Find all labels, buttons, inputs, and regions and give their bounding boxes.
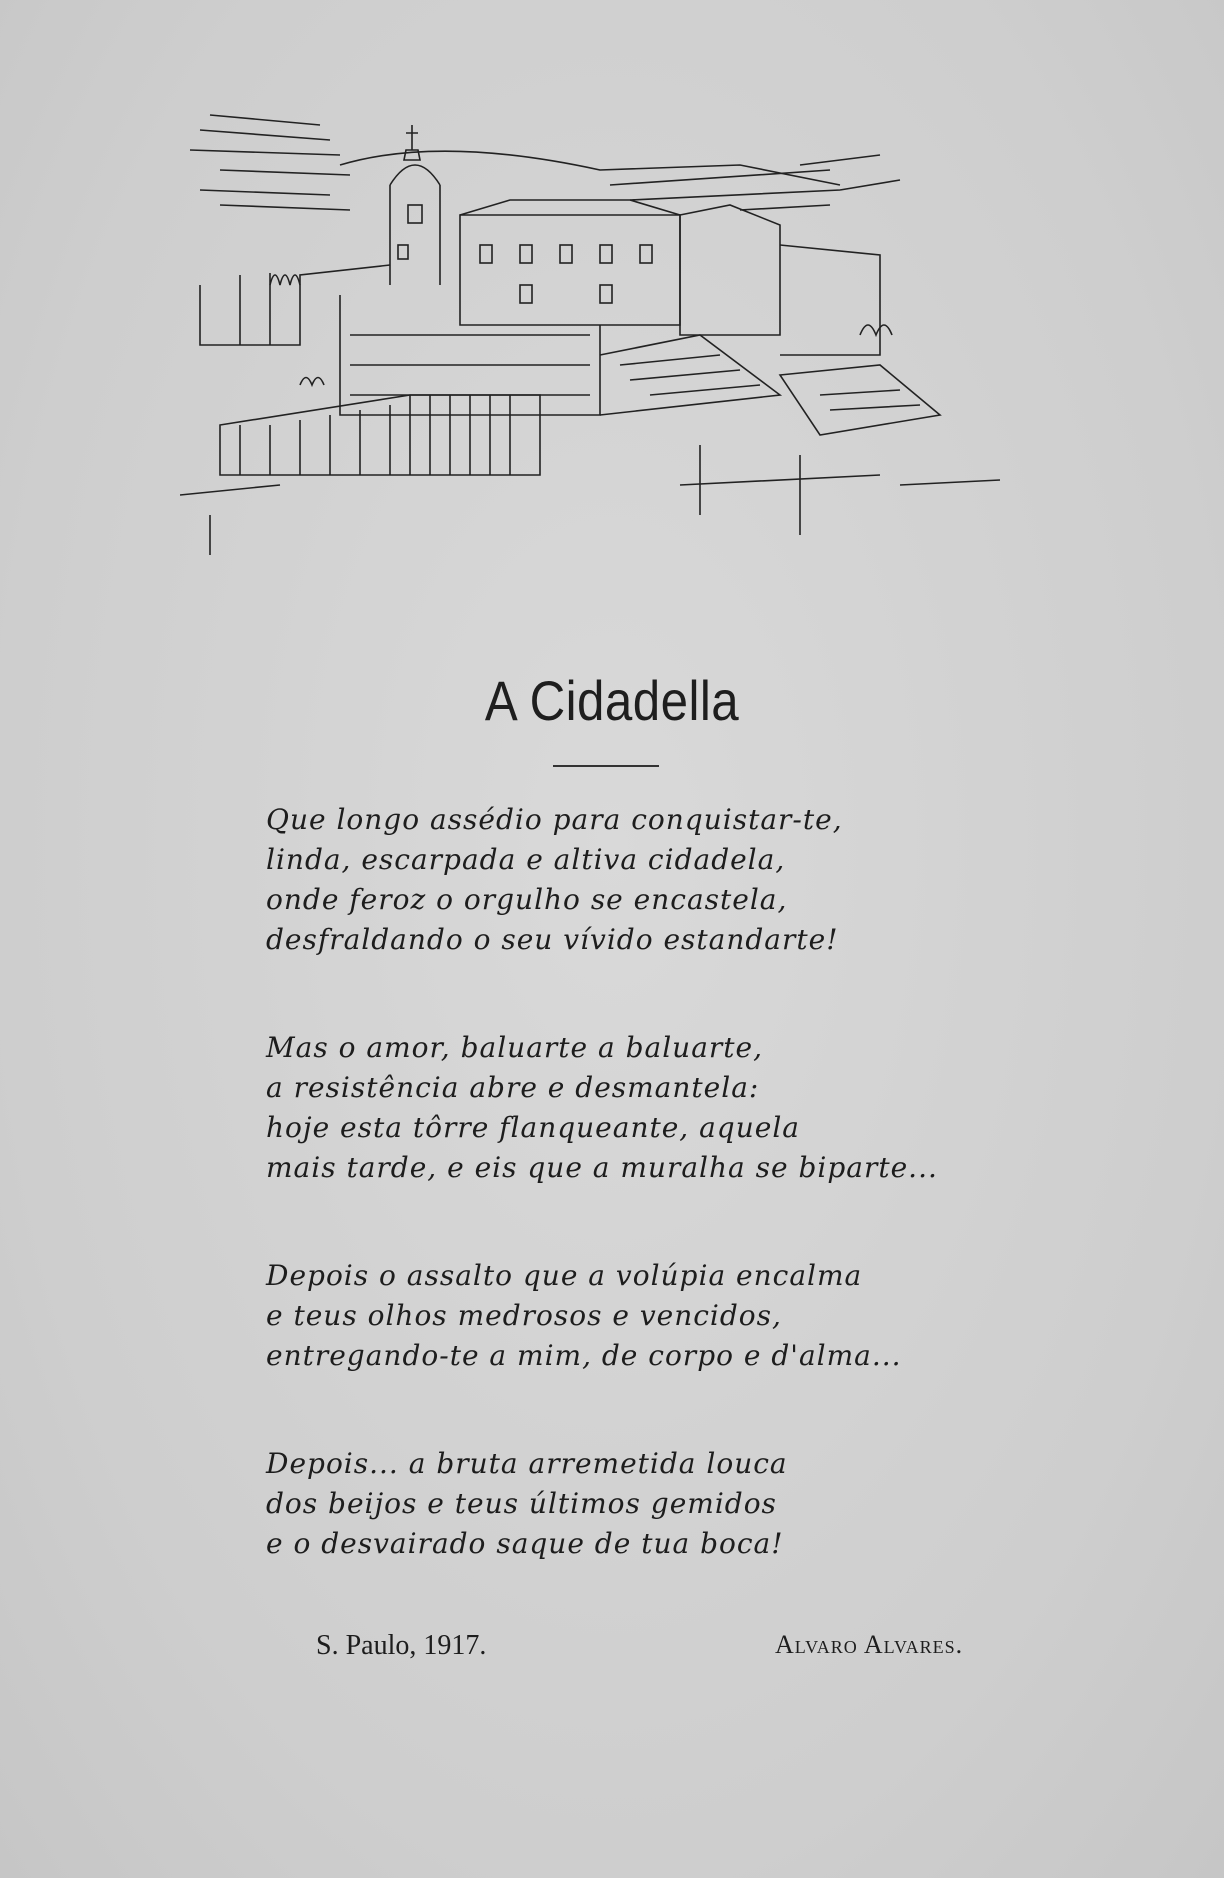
poem-line: mais tarde, e eis que a muralha se biparte... [266, 1151, 938, 1184]
poem-body [266, 800, 1066, 1632]
poem-line: e o desvairado saque de tua boca! [266, 1527, 784, 1560]
place-date: S. Paulo, 1917. [316, 1630, 487, 1661]
stanza [266, 1256, 1066, 1376]
poem-title: A Cidadella [484, 669, 740, 732]
stanza [266, 800, 1066, 960]
poem-line: a resistência abre e desmantela: [266, 1071, 760, 1104]
poem-line: Depois o assalto que a volúpia encalma [266, 1259, 863, 1292]
title-divider [553, 765, 659, 767]
author-signature: Alvaro Alvares. [775, 1630, 964, 1659]
poem-line: hoje esta tôrre flanqueante, aquela [266, 1111, 800, 1144]
poem-line: linda, escarpada e altiva cidadela, [266, 843, 786, 876]
stanza [266, 1444, 1066, 1564]
citadel-illustration [180, 95, 1015, 585]
poem-line: desfraldando o seu vívido estandarte! [266, 923, 839, 956]
poem-line: Mas o amor, baluarte a baluarte, [266, 1031, 764, 1064]
poem-line: dos beijos e teus últimos gemidos [266, 1487, 777, 1520]
poem-line: e teus olhos medrosos e vencidos, [266, 1299, 782, 1332]
poem-line: entregando-te a mim, de corpo e d'alma... [266, 1339, 902, 1372]
stanza [266, 1028, 1066, 1188]
poem-line: onde feroz o orgulho se encastela, [266, 883, 788, 916]
poem-line: Depois... a bruta arremetida louca [266, 1447, 788, 1480]
poem-line: Que longo assédio para conquistar-te, [266, 803, 843, 836]
